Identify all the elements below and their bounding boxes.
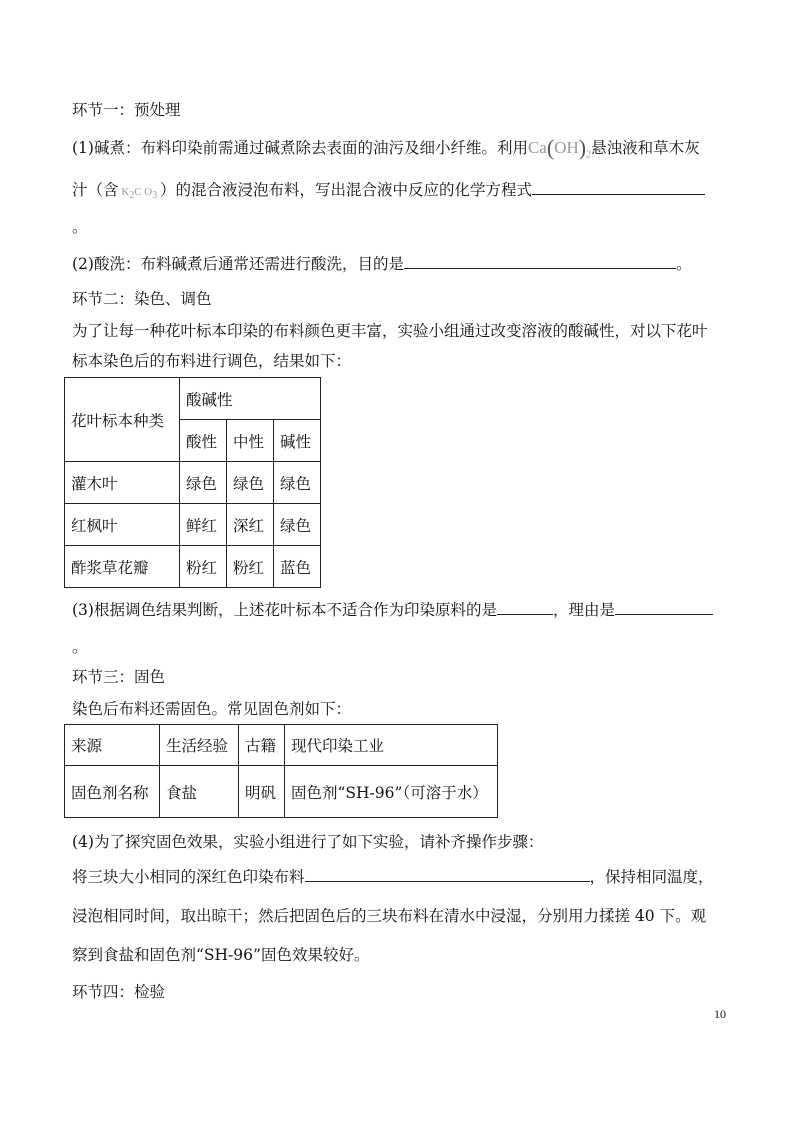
table-header-cell: 来源 [65,725,160,766]
question-1-text-tail: 悬浊液和草木灰 [591,139,700,157]
table-cell: 酢浆草花瓣 [65,546,180,588]
table-cell: 红枫叶 [65,504,180,546]
formula-calcium-hydroxide: $Ca(OH)_2$ [527,135,592,161]
table1-col-header: 酸性 [180,420,227,462]
table1-row-header: 花叶标本种类 [65,378,180,462]
fixing-agent-table [64,724,498,818]
table-row [65,546,321,588]
table-cell: 固色剂“SH-96”（可溶于水） [285,766,498,818]
question-3-line-2: 。 [72,638,88,656]
answer-blank-purpose[interactable] [404,253,676,269]
table-cell: 绿色 [227,462,274,504]
answer-blank-equation[interactable] [532,179,705,195]
table-cell: 食盐 [160,766,239,818]
table1-col-header: 碱性 [274,420,321,462]
section-4-title: 环节四：检验 [72,983,166,1001]
table1-group-header: 酸碱性 [180,378,321,420]
table-cell: 蓝色 [274,546,321,588]
section-2-title: 环节二：染色、调色 [72,290,212,308]
table-row [65,725,498,766]
table-cell: 固色剂名称 [65,766,160,818]
answer-blank-operation[interactable] [305,866,590,882]
color-result-table [64,377,321,588]
answer-blank-unsuitable[interactable] [497,599,553,615]
question-4-line-2: 将三块大小相同的深红色印染布料 ，保持相同温度， [72,868,714,886]
table-row [65,462,321,504]
table-cell: 粉红 [180,546,227,588]
question-1-line-2: 汁（含 $K_2C$ $O_3$ ）的混合液浸泡布料，写出混合液中反应的化学方程式 [72,179,705,207]
question-4-line-4: 察到食盐和固色剂“SH-96”固色效果较好。 [72,946,370,964]
fixing-intro: 染色后布料还需固色。常见固色剂如下： [72,700,352,718]
page-number: 10 [714,1007,726,1021]
table-cell: 绿色 [180,462,227,504]
table-row [65,504,321,546]
question-1-text: (1)碱煮：布料印染前需通过碱煮除去表面的油污及细小纤维。利用 [72,139,528,157]
table-cell: 明矾 [239,766,285,818]
table-cell: 灌木叶 [65,462,180,504]
table-cell: 粉红 [227,546,274,588]
answer-blank-reason[interactable] [615,599,713,615]
intro-line-1: 为了让每一种花叶标本印染的布料颜色更丰富，实验小组通过改变溶液的酸碱性，对以下花叶 [72,322,708,340]
table-cell: 深红 [227,504,274,546]
table-row [65,766,498,818]
table-header-cell: 现代印染工业 [285,725,498,766]
question-1-line-1 [72,137,700,166]
table-header-cell: 生活经验 [160,725,239,766]
section-1-title: 环节一：预处理 [72,101,181,119]
table1-col-header: 中性 [227,420,274,462]
table-cell: 鲜红 [180,504,227,546]
question-3: (3)根据调色结果判断，上述花叶标本不适合作为印染原料的是 ，理由是 [72,599,713,621]
formula-potassium-carbonate: $K_2C$ $O_3$ [121,186,158,202]
question-1-line-3: 。 [72,218,88,236]
table-cell: 绿色 [274,462,321,504]
table-header-cell: 古籍 [239,725,285,766]
table-cell: 绿色 [274,504,321,546]
intro-line-2: 标本染色后的布料进行调色，结果如下： [72,352,352,370]
question-2: (2)酸洗：布料碱煮后通常还需进行酸洗，目的是 。 [72,255,692,273]
question-4: (4)为了探究固色效果，实验小组进行了如下实验，请补齐操作步骤： [72,833,544,851]
section-3-title: 环节三：固色 [72,668,166,686]
question-4-line-3: 浸泡相同时间，取出晾干；然后把固色后的三块布料在清水中浸湿，分别用力揉搓 40 下。观 [72,907,707,925]
